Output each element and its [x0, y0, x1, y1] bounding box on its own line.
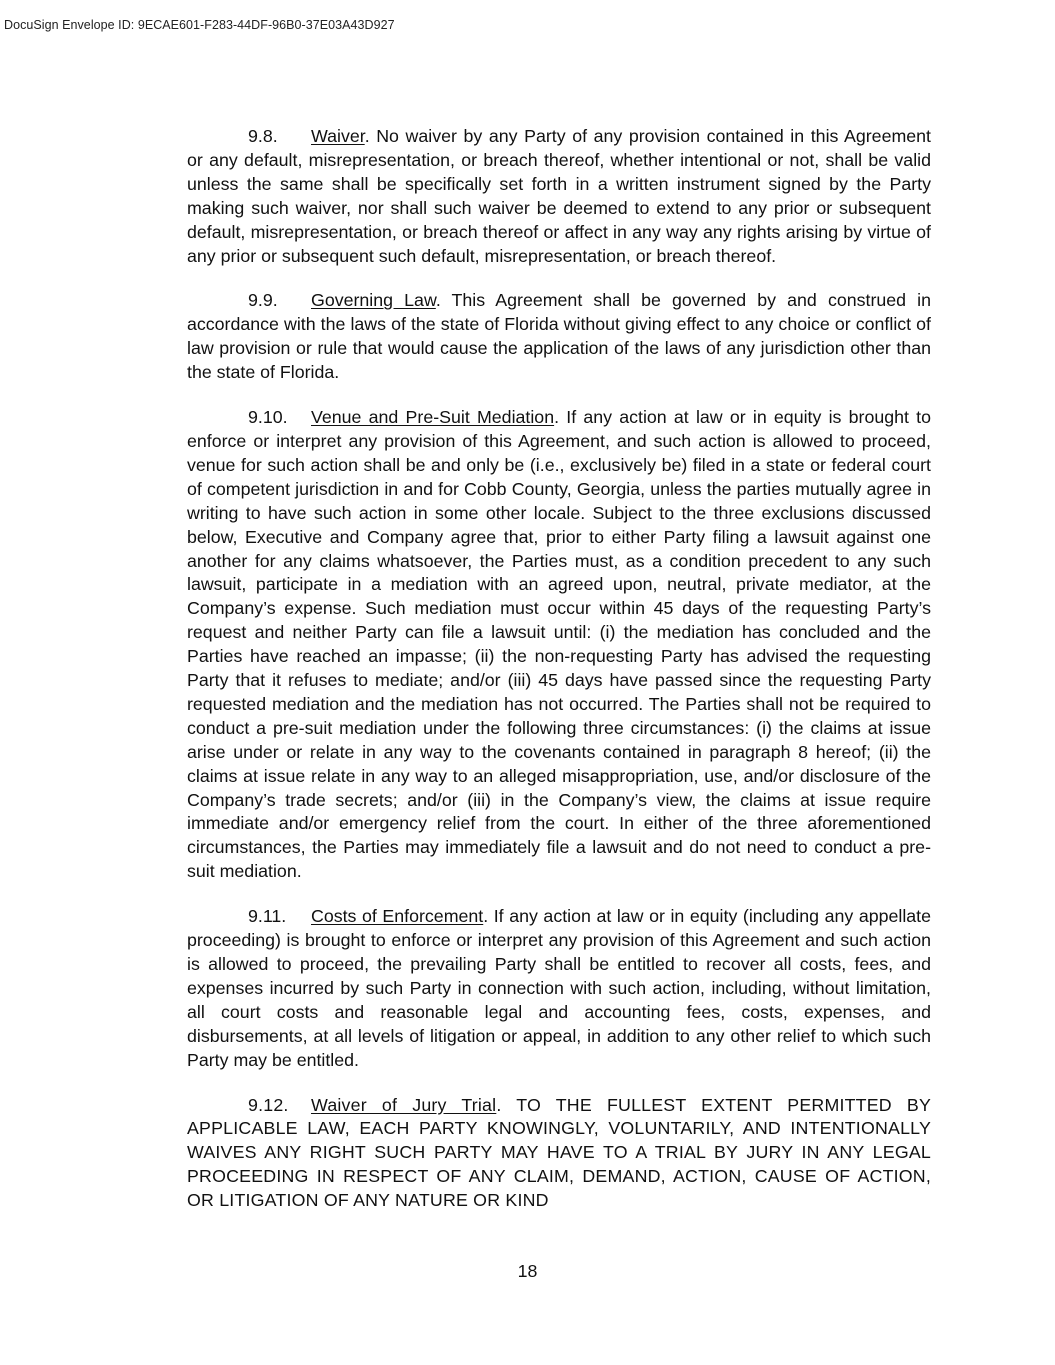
section-heading: Costs of Enforcement	[311, 906, 484, 927]
section-body: . If any action at law or in equity is brought to enforce or interpret any provision of this Agreement, and such action is allowed to proceed, venue for such action shall be and only be (i.e., exclusively be) filed in a state or federal court of competent jurisdiction in and for Cobb County, Georgia, unless the parties mutually agree in writing to have such action in some other locale. Subject to the three exclusions discussed below, Executive and Company agree that, prior to either Party filing a lawsuit against one another for any claims whatsoever, the Parties must, as a condition precedent to any such lawsuit, participate in a mediation with an agreed upon, neutral, private mediator, at the Company’s expense. Such mediation must occur within 45 days of the requesting Party’s request and neither Party can file a lawsuit until: (i) the mediation has concluded and the Parties have reached an impasse; (ii) the non-requesting Party has advised the requesting Party that it refuses to mediate; and/or (iii) 45 days have passed since the requesting Party requested mediation and the mediation has not occurred. The Parties shall not be required to conduct a pre-suit mediation under the following three circumstances: (i) the claims at issue arise under or relate in any way to the covenants contained in paragraph 8 hereof; (ii) the claims at issue relate in any way to an alleged misappropriation, use, and/or disclosure of the Company’s trade secrets; and/or (iii) in the Company’s view, the claims at issue require immediate and/or emergency relief from the court. In either of the three aforementioned circumstances, the Parties may immediately file a lawsuit and do not need to conduct a pre-suit mediation.	[187, 407, 931, 882]
section-9-12	[187, 1094, 931, 1214]
section-heading: Venue and Pre-Suit Mediation	[311, 407, 555, 428]
section-9-10	[187, 406, 931, 884]
section-9-9	[187, 289, 931, 385]
page-number: 18	[517, 1261, 538, 1281]
section-body: . No waiver by any Party of any provision contained in this Agreement or any default, misrepresentation, or breach thereof, whether intentional or not, shall be valid unless the same shall be specifically set forth in a written instrument signed by the Party making such waiver, nor shall such waiver be deemed to extend to any prior or subsequent default, misrepresentation, or breach thereof or affect in any way any rights arising by virtue of any prior or subsequent such default, misrepresentation, or breach thereof.	[187, 126, 931, 266]
section-number: 9.12.	[248, 1094, 289, 1115]
section-number: 9.11.	[248, 906, 287, 927]
section-heading: Governing Law	[311, 290, 436, 311]
section-number: 9.9.	[248, 290, 278, 311]
document-body	[187, 125, 931, 1233]
section-body: . TO THE FULLEST EXTENT PERMITTED BY APPLICABLE LAW, EACH PARTY KNOWINGLY, VOLUNTARILY, AND INTENTIONALLY WAIVES ANY RIGHT SUCH PARTY MAY HAVE TO A TRIAL BY JURY IN ANY LEGAL PROCEEDING IN RESPECT OF ANY CLAIM, DEMAND, ACTION, CAUSE OF ACTION, OR LITIGATION OF ANY NATURE OR KIND	[187, 1094, 932, 1211]
section-body: . This Agreement shall be governed by and construed in accordance with the laws of the state of Florida without giving effect to any choice or conflict of law provision or rule that would cause the application of the laws of any jurisdiction other than the state of Florida.	[187, 290, 931, 383]
section-9-11	[187, 905, 931, 1072]
section-heading: Waiver of Jury Trial	[311, 1094, 497, 1115]
section-number: 9.10.	[248, 407, 288, 428]
section-number: 9.8.	[248, 126, 278, 146]
section-body: . If any action at law or in equity (including any appellate proceeding) is brought to enforce or interpret any provision of this Agreement and such action is allowed to proceed, the prevailing Party shall be entitled to recover all costs, fees, and expenses incurred by such Party in connection with such action, including, without limitation, all court costs and reasonable legal and accounting fees, costs, expenses, and disbursements, at all levels of litigation or appeal, in addition to any other relief to which such Party may be entitled.	[187, 906, 931, 1070]
section-heading: Waiver	[311, 126, 365, 146]
section-9-8	[187, 125, 931, 268]
docusign-envelope-id: DocuSign Envelope ID: 9ECAE601-F283-44DF-96B0-37E03A43D927	[4, 18, 395, 32]
